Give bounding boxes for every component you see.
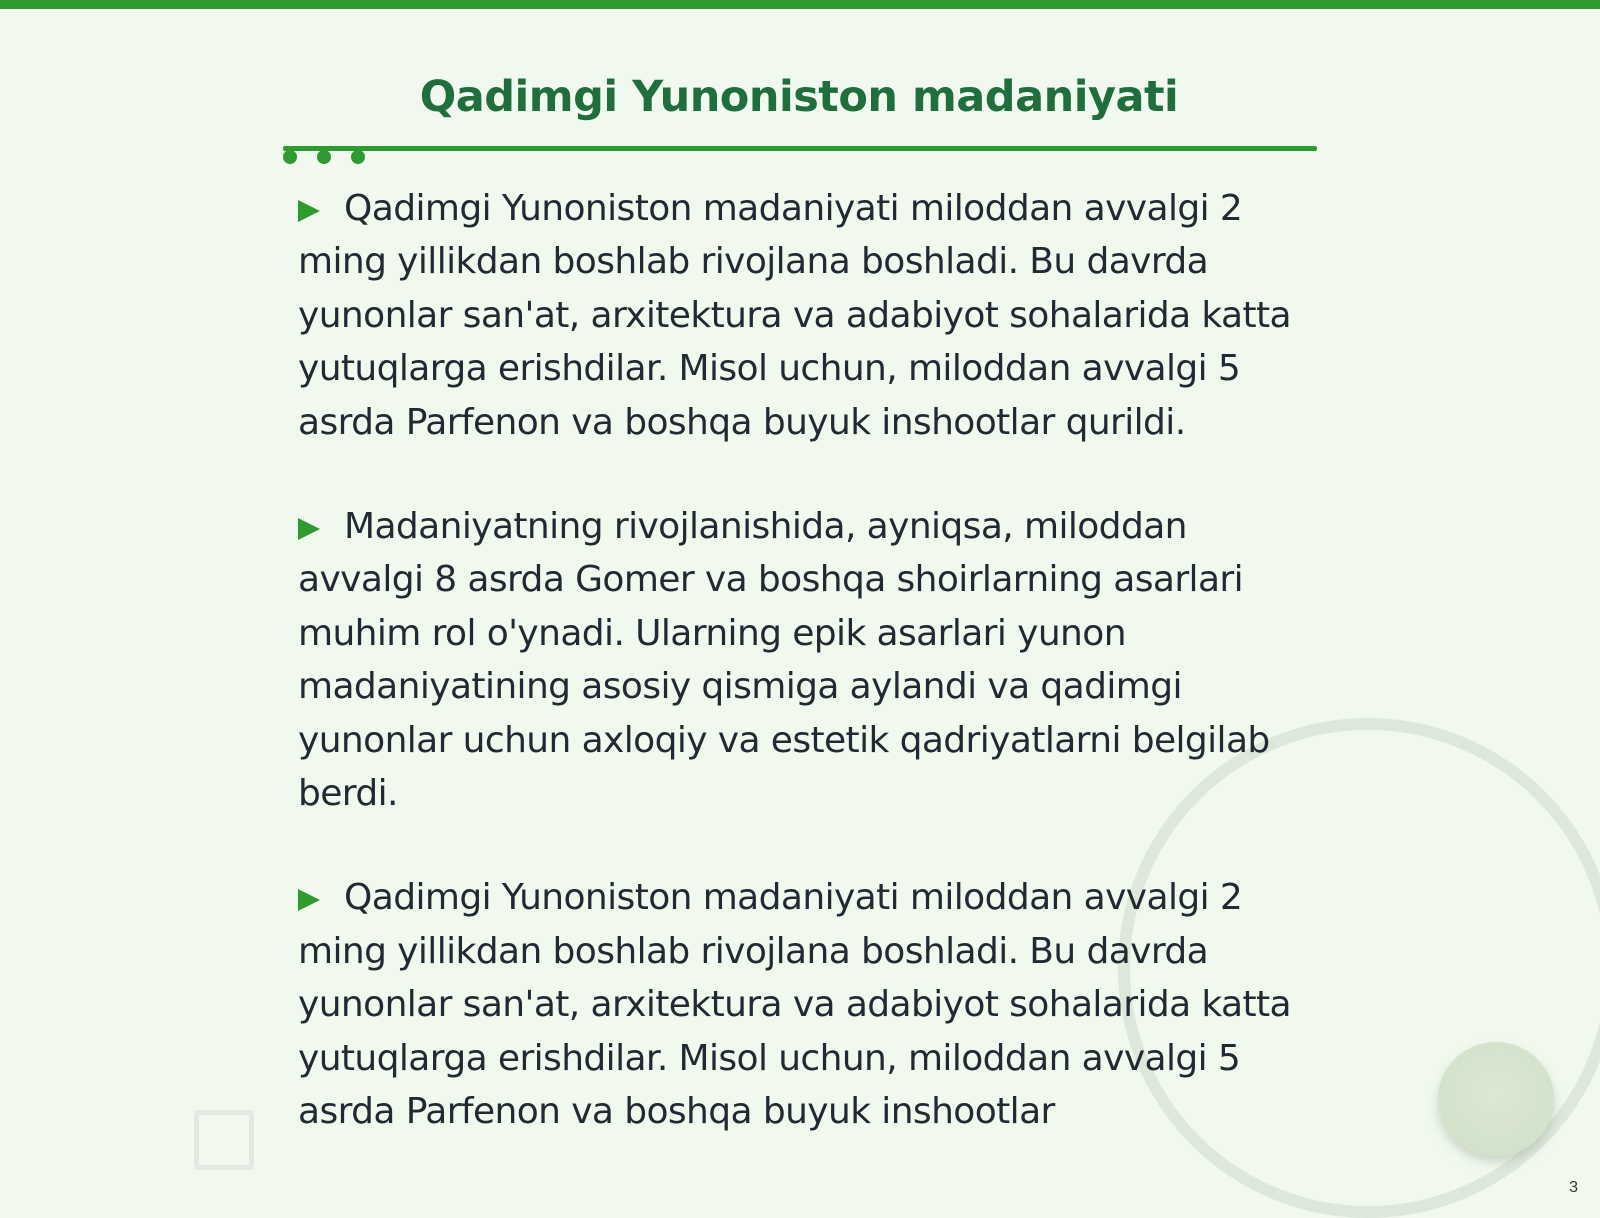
bullet-text: Qadimgi Yunoniston madaniyati miloddan avvalgi 2 ming yillikdan boshlab rivojlana boshladi. Bu davrda yunonlar san'at, arxitektura va adabiyot sohalarida katta yutuqlarga erishdilar. Misol uchun, miloddan avvalgi 5 asrda Parfenon va boshqa buyuk inshootlar qurildi. [298, 188, 1291, 443]
bullet-text: Qadimgi Yunoniston madaniyati miloddan avvalgi 2 ming yillikdan boshlab rivojlana boshladi. Bu davrda yunonlar san'at, arxitektura va adabiyot sohalarida katta yutuqlarga erishdilar. Misol uchun, miloddan avvalgi 5 asrda Parfenon va boshqa buyuk inshootlar [298, 877, 1291, 1133]
bullet-text: Madaniyatning rivojlanishida, ayniqsa, miloddan avvalgi 8 asrda Gomer va boshqa shoirlarning asarlari muhim rol o'ynadi. Ularning epik asarlari yunon madaniyatining asosiy qismiga aylandi va qadimgi yunonlar uchun axloqiy va estetik qadriyatlarni belgilab berdi. [298, 506, 1270, 815]
title-dot [317, 150, 331, 164]
slide-content [298, 182, 1308, 1190]
triangle-right-icon [298, 200, 320, 222]
title-dot [283, 150, 297, 164]
bullet-item [298, 500, 1308, 820]
bullet-item [298, 871, 1308, 1138]
title-dot [351, 150, 365, 164]
bullet-item [298, 182, 1308, 449]
decorative-square [194, 1110, 254, 1170]
top-accent-bar [0, 0, 1600, 9]
title-underline [283, 146, 1317, 151]
triangle-right-icon [298, 889, 320, 911]
decorative-disc [1438, 1042, 1554, 1156]
triangle-right-icon [298, 518, 320, 540]
slide-title: Qadimgi Yunoniston madaniyati [419, 72, 1179, 122]
page-number: 3 [1569, 1179, 1578, 1196]
